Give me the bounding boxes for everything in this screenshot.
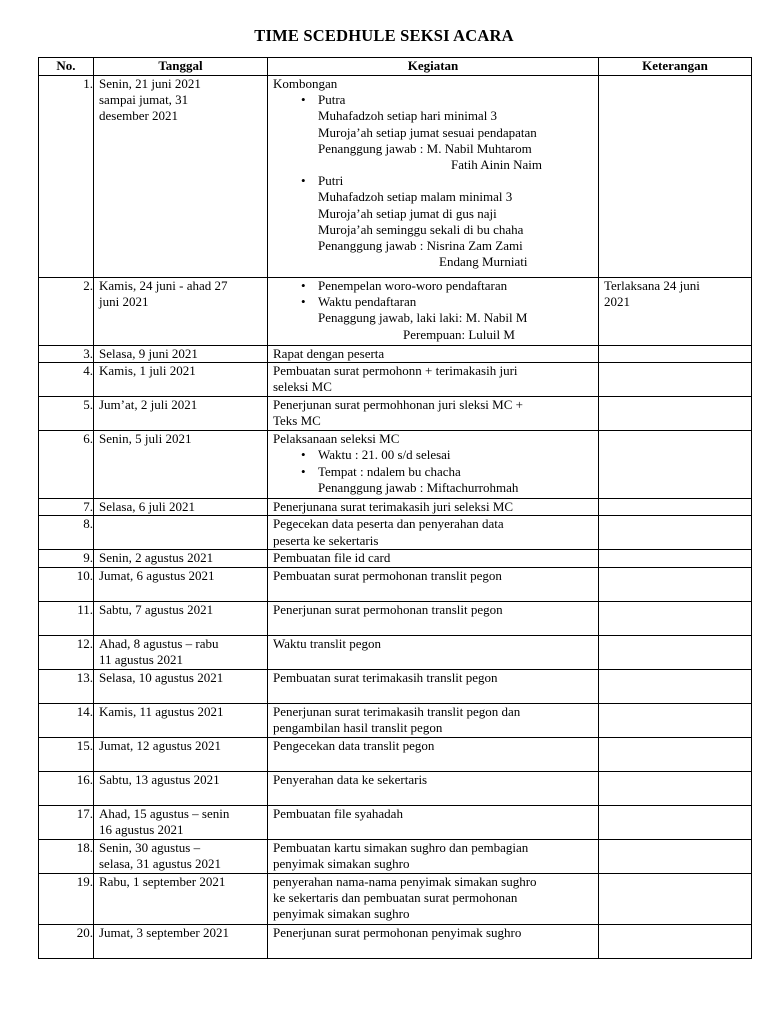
row-number: 3. [39, 346, 94, 363]
row-keterangan [599, 601, 752, 635]
row-number: 9. [39, 550, 94, 567]
bullet-item: • Waktu pendaftaran [273, 294, 598, 310]
row-tanggal: Jum’at, 2 juli 2021 [94, 397, 268, 431]
row-kegiatan: Pembuatan surat terimakasih translit pegon [268, 669, 599, 703]
row-keterangan [599, 703, 752, 737]
row-tanggal: Selasa, 6 juli 2021 [94, 499, 268, 516]
table-row [39, 873, 752, 924]
row-tanggal: Kamis, 1 juli 2021 [94, 363, 268, 397]
table-row [39, 431, 752, 499]
row-tanggal: Selasa, 9 juni 2021 [94, 346, 268, 363]
header-kegiatan: Kegiatan [268, 58, 599, 76]
row-number: 13. [39, 669, 94, 703]
row-kegiatan: Penyerahan data ke sekertaris [268, 771, 599, 805]
row-keterangan [599, 635, 752, 669]
table-row [39, 397, 752, 431]
row-keterangan [599, 924, 752, 958]
table-row [39, 703, 752, 737]
row-keterangan [599, 346, 752, 363]
row-keterangan [599, 669, 752, 703]
bullet-item: • Penempelan woro-woro pendaftaran [273, 278, 598, 294]
row-number: 10. [39, 567, 94, 601]
header-tanggal: Tanggal [94, 58, 268, 76]
table-row [39, 76, 752, 278]
row-tanggal: Senin, 5 juli 2021 [94, 431, 268, 499]
header-row [39, 58, 752, 76]
row-number: 8. [39, 516, 94, 550]
table-row [39, 278, 752, 346]
row-kegiatan: Waktu translit pegon [268, 635, 599, 669]
row-kegiatan: Penerjunan surat terimakasih translit pegon dan pengambilan hasil translit pegon [268, 703, 599, 737]
row-tanggal: Ahad, 15 agustus – senin 16 agustus 2021 [94, 805, 268, 839]
table-row [39, 737, 752, 771]
table-row [39, 499, 752, 516]
row-number: 11. [39, 601, 94, 635]
row-kegiatan: Rapat dengan peserta [268, 346, 599, 363]
header-keterangan: Keterangan [599, 58, 752, 76]
row-tanggal: Ahad, 8 agustus – rabu 11 agustus 2021 [94, 635, 268, 669]
row-keterangan [599, 516, 752, 550]
table-row [39, 669, 752, 703]
row-tanggal: Sabtu, 7 agustus 2021 [94, 601, 268, 635]
row-kegiatan: Pengecekan data translit pegon [268, 737, 599, 771]
row-number: 6. [39, 431, 94, 499]
row-kegiatan: • Penempelan woro-woro pendaftaran • Waktu pendaftaran Penaggung jawab, laki laki: M. Nabil M Perempuan: Luluil M [268, 278, 599, 346]
row-kegiatan: Pembuatan file id card [268, 550, 599, 567]
row-tanggal: Kamis, 11 agustus 2021 [94, 703, 268, 737]
row-number: 12. [39, 635, 94, 669]
row-number: 4. [39, 363, 94, 397]
row-kegiatan: Kombongan • Putra Muhafadzoh setiap hari minimal 3 Muroja’ah setiap jumat sesuai pendapatan Penanggung jawab : M. Nabil Muhtarom Fatih Ainin Naim • Putri Muhafadzoh setiap malam minimal 3 Muroja’ah setiap jumat di gus naji Muroja’ah seminggu sekali di bu chaha Penanggung jawab : Nisrina Zam Zami Endang Murniati [268, 76, 599, 278]
row-number: 2. [39, 278, 94, 346]
row-keterangan [599, 550, 752, 567]
row-tanggal: Kamis, 24 juni - ahad 27 juni 2021 [94, 278, 268, 346]
row-keterangan [599, 431, 752, 499]
row-keterangan [599, 805, 752, 839]
bullet-item: • Putri [273, 173, 598, 189]
row-kegiatan: Penerjunana surat terimakasih juri seleksi MC [268, 499, 599, 516]
table-row [39, 346, 752, 363]
table-row [39, 771, 752, 805]
bullet-item: • Waktu : 21. 00 s/d selesai [273, 447, 598, 463]
row-kegiatan: Pelaksanaan seleksi MC • Waktu : 21. 00 s/d selesai • Tempat : ndalem bu chacha Penanggung jawab : Miftachurrohmah [268, 431, 599, 499]
bullet-item: • Tempat : ndalem bu chacha [273, 464, 598, 480]
table-row [39, 839, 752, 873]
row-tanggal: Senin, 2 agustus 2021 [94, 550, 268, 567]
table-row [39, 635, 752, 669]
row-keterangan [599, 397, 752, 431]
table-row [39, 550, 752, 567]
row-tanggal: Sabtu, 13 agustus 2021 [94, 771, 268, 805]
row-kegiatan: penyerahan nama-nama penyimak simakan sughro ke sekertaris dan pembuatan surat permohonan penyimak simakan sughro [268, 873, 599, 924]
table-row [39, 805, 752, 839]
row-keterangan: Terlaksana 24 juni 2021 [599, 278, 752, 346]
table-row [39, 363, 752, 397]
table-row [39, 924, 752, 958]
document-title: TIME SCEDHULE SEKSI ACARA [254, 26, 514, 45]
row-tanggal: Selasa, 10 agustus 2021 [94, 669, 268, 703]
row-kegiatan: Pembuatan surat permohonn + terimakasih juri seleksi MC [268, 363, 599, 397]
row-number: 18. [39, 839, 94, 873]
row-keterangan [599, 567, 752, 601]
row-tanggal: Jumat, 6 agustus 2021 [94, 567, 268, 601]
row-number: 1. [39, 76, 94, 278]
row-tanggal: Jumat, 3 september 2021 [94, 924, 268, 958]
row-number: 19. [39, 873, 94, 924]
row-tanggal: Senin, 21 juni 2021 sampai jumat, 31 desember 2021 [94, 76, 268, 278]
row-number: 7. [39, 499, 94, 516]
row-tanggal: Rabu, 1 september 2021 [94, 873, 268, 924]
row-kegiatan: Pembuatan file syahadah [268, 805, 599, 839]
row-tanggal: Senin, 30 agustus – selasa, 31 agustus 2021 [94, 839, 268, 873]
row-number: 17. [39, 805, 94, 839]
row-keterangan [599, 839, 752, 873]
row-kegiatan: Penerjunan surat permohhonan juri sleksi MC + Teks MC [268, 397, 599, 431]
row-tanggal [94, 516, 268, 550]
row-keterangan [599, 363, 752, 397]
row-number: 20. [39, 924, 94, 958]
row-keterangan [599, 499, 752, 516]
row-number: 14. [39, 703, 94, 737]
table-row [39, 567, 752, 601]
row-kegiatan: Pembuatan kartu simakan sughro dan pembagian penyimak simakan sughro [268, 839, 599, 873]
row-tanggal: Jumat, 12 agustus 2021 [94, 737, 268, 771]
row-number: 15. [39, 737, 94, 771]
row-keterangan [599, 771, 752, 805]
row-keterangan [599, 76, 752, 278]
bullet-item: • Putra [273, 92, 598, 108]
schedule-table [38, 57, 752, 959]
row-keterangan [599, 737, 752, 771]
row-kegiatan: Pembuatan surat permohonan translit pegon [268, 567, 599, 601]
row-keterangan [599, 873, 752, 924]
row-number: 16. [39, 771, 94, 805]
row-kegiatan: Pegecekan data peserta dan penyerahan data peserta ke sekertaris [268, 516, 599, 550]
row-kegiatan: Penerjunan surat permohonan translit pegon [268, 601, 599, 635]
row-kegiatan: Penerjunan surat permohonan penyimak sughro [268, 924, 599, 958]
row-number: 5. [39, 397, 94, 431]
table-row [39, 516, 752, 550]
header-no: No. [39, 58, 94, 76]
table-row [39, 601, 752, 635]
